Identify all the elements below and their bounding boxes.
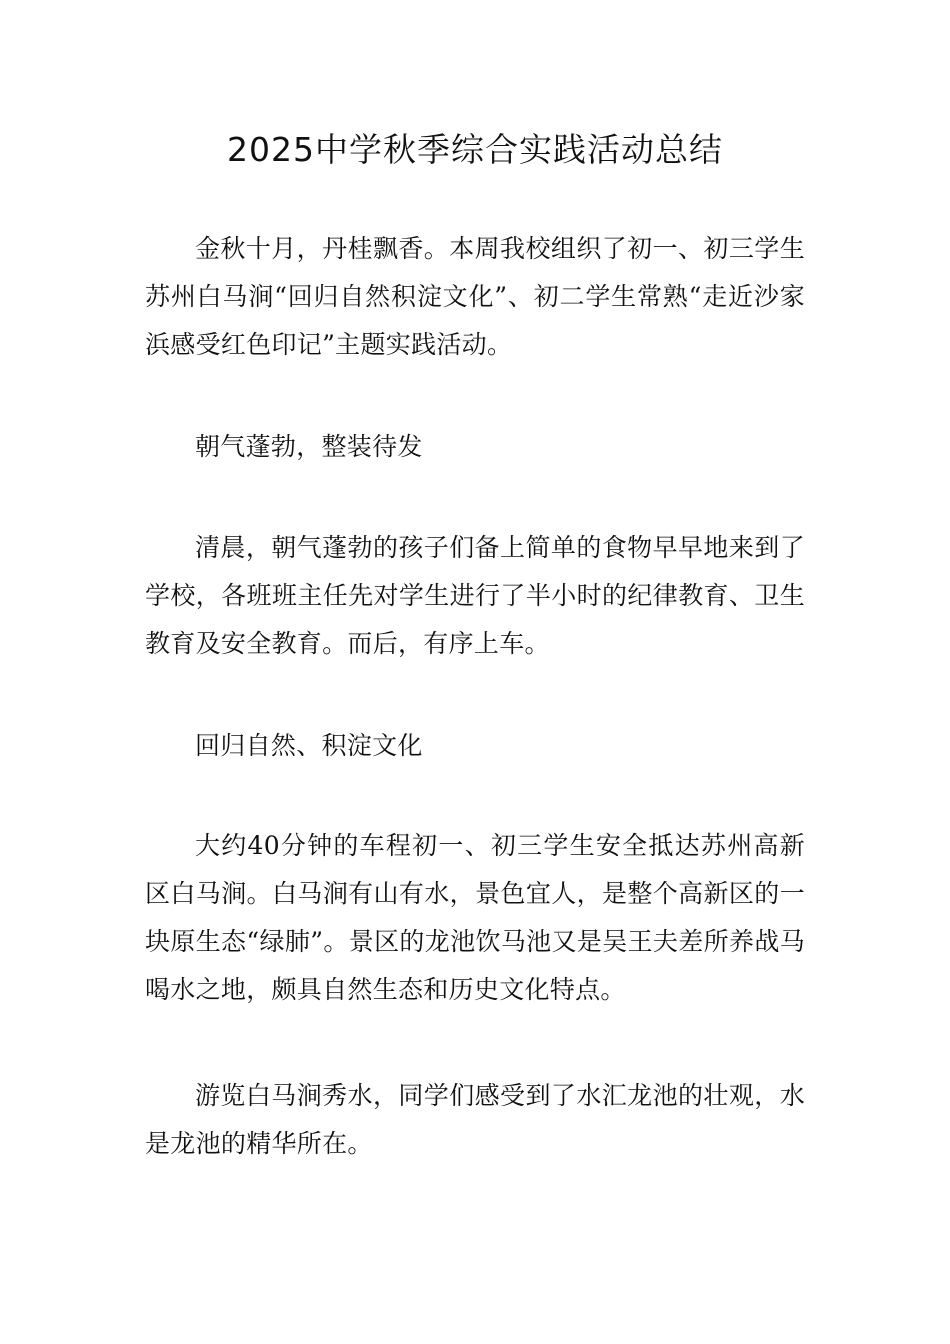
- paragraph-baimajian: 大约40分钟的车程初一、初三学生安全抵达苏州高新区白马涧。白马涧有山有水，景色宜人，是整个高新区的一块原生态“绿肺”。景区的龙池饮马池又是吴王夫差所养战马喝水之地，颇具自然生态和历史文化特点。: [145, 831, 805, 1004]
- section-heading-departure: 朝气蓬勃，整装待发: [195, 432, 423, 461]
- paragraph-intro: 金秋十月，丹桂飘香。本周我校组织了初一、初三学生苏州白马涧“回归自然积淀文化”、初二学生常熟“走近沙家浜感受红色印记”主题实践活动。: [145, 234, 805, 359]
- section-heading-nature-culture: 回归自然、积淀文化: [195, 731, 423, 760]
- paragraph-tour: 游览白马涧秀水，同学们感受到了水汇龙池的壮观，水是龙池的精华所在。: [145, 1081, 805, 1158]
- paragraph-morning: 清晨，朝气蓬勃的孩子们备上简单的食物早早地来到了学校，各班班主任先对学生进行了半小时的纪律教育、卫生教育及安全教育。而后，有序上车。: [145, 533, 805, 658]
- document-title: 2025中学秋季综合实践活动总结: [227, 130, 723, 169]
